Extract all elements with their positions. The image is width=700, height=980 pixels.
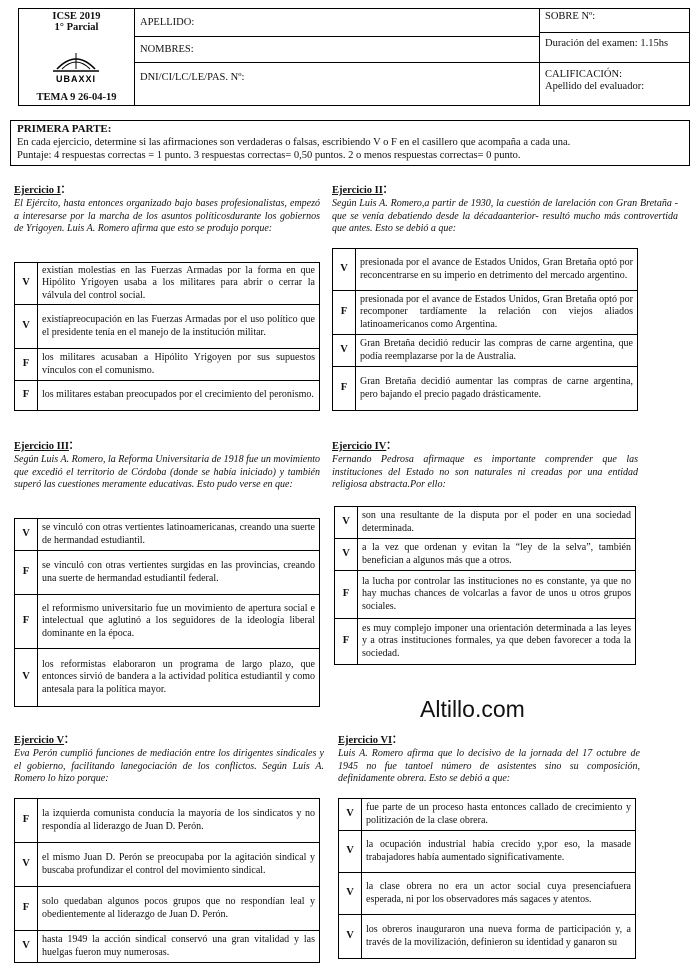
option-row — [333, 367, 638, 411]
answer-box[interactable]: V — [333, 335, 356, 367]
option-row — [15, 595, 320, 649]
option-row — [339, 915, 636, 959]
duracion-label: Duración del examen: 1.15hs — [539, 33, 689, 63]
tema-label: TEMA 9 26-04-19 — [36, 92, 117, 103]
exercise-intro: Según Luis A. Romero,a partir de 1930, la cuestión de larelación con Gran Bretaña -que se venía debatiendo desde la décadaanterior- resultó mucho más controvertida que antes. Esto se debió a que: — [332, 198, 678, 234]
answer-box[interactable]: F — [15, 349, 38, 381]
answer-box[interactable]: V — [15, 519, 38, 551]
option-row — [335, 619, 636, 665]
option-text: el reformismo universitario fue un movimiento de apertura social e intelectual que aglutinó a los seguidores de la ideología liberal dominante en la época. — [38, 595, 320, 649]
answer-box[interactable]: F — [15, 799, 38, 843]
option-text: existían molestias en las Fuerzas Armadas por la forma en que Hipólito Yrigoyen usaba a los militares para abrir o cerrar la válvula del control social. — [38, 263, 320, 305]
exercise-2: Ejercicio II: Según Luis A. Romero,a partir de 1930, la cuestión de larelación con Gran Bretaña -que se venía debatiendo desde la décadaanterior- resultó mucho más controvertida que antes. Esto se debió a que: — [332, 180, 678, 234]
exercise-3: Ejercicio III: Según Luis A. Romero, la Reforma Universitaria de 1918 fue un movimiento que excedió el territorio de Córdoba (donde se había iniciado) y también superó las cuestiones meramente educativas. Esto pudo verse en que: — [14, 436, 320, 490]
option-row — [333, 249, 638, 291]
exam-info-cell — [19, 9, 135, 105]
option-text: la clase obrera no era un actor social cuya presenciafuera esperada, ni por los observadores más sagaces y atentos. — [362, 873, 636, 915]
sobre-field[interactable]: SOBRE Nº: — [539, 9, 689, 33]
option-text: la ocupación industrial había crecido y,por eso, la masade trabajadores había aumentado significativamente. — [362, 831, 636, 873]
answer-box[interactable]: F — [15, 595, 38, 649]
option-row — [333, 335, 638, 367]
option-row — [339, 873, 636, 915]
watermark: Altillo.com — [420, 696, 525, 722]
nombres-field[interactable]: NOMBRES: — [134, 37, 539, 63]
option-row — [339, 799, 636, 831]
options-table-1 — [14, 262, 320, 411]
option-text: la lucha por controlar las instituciones no es constante, ya que no hay muchas chances de volcarlas a favor de unos u otros grupos sociales. — [358, 571, 636, 619]
exam-meta-cell — [539, 9, 689, 105]
dni-field[interactable]: DNI/CI/LC/LE/PAS. Nº: — [140, 72, 245, 83]
option-row — [339, 831, 636, 873]
exercise-1: Ejercicio I: El Ejército, hasta entonces organizado bajo bases profesionalistas, empezó a interesarse por la marcha de los asuntos políticosdurante los gobiernos de Yrigoyen. Luis A. Romero afirma que esto se produjo porque: — [14, 180, 320, 234]
option-text: Gran Bretaña decidió reducir las compras de carne argentina, que podía reemplazarse por la de Australia. — [356, 335, 638, 367]
exercise-title: Ejercicio VI — [338, 735, 393, 746]
option-row — [15, 799, 320, 843]
option-text: los reformistas elaboraron un programa de largo plazo, que entonces sirvió de bandera a la actividad política estudiantil y como antesala para la política mayor. — [38, 649, 320, 707]
exercise-intro: Eva Perón cumplió funciones de mediación entre los dirigentes sindicales y el gobierno, facilitando lanegociación de los conflictos. Según Luis A. Romero lo hizo porque: — [14, 748, 324, 784]
answer-box[interactable]: F — [15, 551, 38, 595]
option-row — [15, 551, 320, 595]
option-row — [335, 507, 636, 539]
option-text: Gran Bretaña decidió aumentar las compras de carne argentina, pero bajando el precio pagado drásticamente. — [356, 367, 638, 411]
answer-box[interactable]: V — [335, 539, 358, 571]
exercise-intro: El Ejército, hasta entonces organizado bajo bases profesionalistas, empezó a interesarse por la marcha de los asuntos políticosdurante los gobiernos de Yrigoyen. Luis A. Romero afirma que esto se produjo porque: — [14, 198, 320, 234]
exercise-5: Ejercicio V: Eva Perón cumplió funciones de mediación entre los dirigentes sindicales y el gobierno, facilitando lanegociación de los conflictos. Según Luis A. Romero lo hizo porque: — [14, 730, 324, 784]
option-text: presionada por el avance de Estados Unidos, Gran Bretaña optó por recomponer tardíamente la relación con viejos aliados latinoamericanos como Argentina. — [356, 291, 638, 335]
options-table-3 — [14, 518, 320, 707]
answer-box[interactable]: V — [15, 305, 38, 349]
answer-box[interactable]: F — [335, 619, 358, 665]
answer-box[interactable]: V — [339, 915, 362, 959]
scoring-line: Puntaje: 4 respuestas correctas = 1 punto. 3 respuestas correctas= 0,50 puntos. 2 o menos respuestas correctas= 0 punto. — [17, 150, 521, 161]
option-row — [15, 349, 320, 381]
calificacion-cell — [539, 63, 689, 105]
exercise-intro: Según Luis A. Romero, la Reforma Universitaria de 1918 fue un movimiento que excedió el territorio de Córdoba (donde se había iniciado) y también superó las cuestiones meramente educativas. Esto pudo verse en que: — [14, 454, 320, 490]
option-text: los militares estaban preocupados por el crecimiento del peronismo. — [38, 381, 320, 411]
options-table-4 — [334, 506, 636, 665]
options-table-5 — [14, 798, 320, 963]
option-text: se vinculó con otras vertientes latinoamericanas, creando una suerte de hermandad estudiantil. — [38, 519, 320, 551]
options-table-2 — [332, 248, 638, 411]
instructions-line: En cada ejercicio, determine si las afirmaciones son verdaderas o falsas, escribiendo V o F en el casillero que acompaña a cada una. — [17, 137, 571, 148]
option-text: el mismo Juan D. Perón se preocupaba por la agitación sindical y buscaba profundizar el control del movimiento sindical. — [38, 843, 320, 887]
answer-box[interactable]: V — [335, 507, 358, 539]
option-text: a la vez que ordenan y evitan la “ley de la selva”, también benefician a algunos más que a otros. — [358, 539, 636, 571]
option-text: presionada por el avance de Estados Unidos, Gran Bretaña optó por reconcentrarse en su imperio en detrimento del mercado argentino. — [356, 249, 638, 291]
option-row — [15, 263, 320, 305]
apellido-field[interactable]: APELLIDO: — [134, 9, 539, 37]
option-row — [15, 519, 320, 551]
options-table-6 — [338, 798, 636, 959]
answer-box[interactable]: V — [15, 843, 38, 887]
exercise-6: Ejercicio VI: Luis A. Romero afirma que lo decisivo de la jornada del 17 octubre de 1945 no fue tantoel número de asistentes sino su composición, definidamente obrera. Esto se debió a que: — [338, 730, 640, 784]
option-text: solo quedaban algunos pocos grupos que no respondían leal y obedientemente al liderazgo de Juan D. Perón. — [38, 887, 320, 931]
answer-box[interactable]: V — [339, 799, 362, 831]
exercise-4: Ejercicio IV: Fernando Pedrosa afirmaque es importante comprender que las instituciones del Estado no son naturales ni creadas por una entidad religiosa abstracta.Por ello: — [332, 436, 638, 490]
answer-box[interactable]: V — [339, 873, 362, 915]
option-row — [335, 539, 636, 571]
evaluador-label: Apellido del evaluador: — [545, 81, 645, 92]
option-row — [15, 843, 320, 887]
option-text: la izquierda comunista conducía la mayoría de los sindicatos y no respondía al liderazgo de Juan D. Perón. — [38, 799, 320, 843]
option-text: existíapreocupación en las Fuerzas Armadas por el uso político que el presidente tenía en el manejo de la institución militar. — [38, 305, 320, 349]
exam-partial: 1° Parcial — [54, 22, 99, 33]
exercise-title: Ejercicio III — [14, 441, 69, 452]
instructions-box — [10, 120, 690, 166]
option-row — [15, 649, 320, 707]
exercise-intro: Fernando Pedrosa afirmaque es importante comprender que las instituciones del Estado no son naturales ni creadas por una entidad religiosa abstracta.Por ello: — [332, 454, 638, 490]
answer-box[interactable]: V — [333, 249, 356, 291]
option-text: los militares acusaban a Hipólito Yrigoyen por sus supuestos vínculos con el comunismo. — [38, 349, 320, 381]
exercise-title: Ejercicio II — [332, 185, 383, 196]
answer-box[interactable]: F — [15, 381, 38, 411]
calificacion-label: CALIFICACIÓN: — [545, 69, 623, 80]
option-row — [15, 931, 320, 963]
option-row — [15, 305, 320, 349]
exam-name: ICSE 2019 — [52, 11, 101, 22]
exercise-title: Ejercicio V — [14, 735, 65, 746]
option-text: hasta 1949 la acción sindical conservó una gran vitalidad y las huelgas fueron muy numerosas. — [38, 931, 320, 963]
answer-box[interactable]: V — [15, 263, 38, 305]
option-row — [15, 381, 320, 411]
answer-box[interactable]: F — [333, 367, 356, 411]
option-text: los obreros inauguraron una nueva forma de participación y, a través de la movilización, definieron su identidad y ganaron su — [362, 915, 636, 959]
option-text: fue parte de un proceso hasta entonces callado de crecimiento y politización de la clase obrera. — [362, 799, 636, 831]
exercise-title: Ejercicio IV — [332, 441, 387, 452]
exam-header — [18, 8, 690, 106]
ubaxxi-logo — [37, 47, 115, 85]
option-row — [333, 291, 638, 335]
student-info-cell — [134, 9, 540, 105]
answer-box[interactable]: F — [15, 887, 38, 931]
answer-box[interactable]: V — [15, 649, 38, 707]
answer-box[interactable]: F — [333, 291, 356, 335]
parte-title: PRIMERA PARTE: — [17, 123, 112, 135]
option-text: es muy complejo imponer una orientación determinada a las leyes y a otras instituciones formales, ya que deben favorecer a toda la sociedad. — [358, 619, 636, 665]
option-row — [335, 571, 636, 619]
option-text: son una resultante de la disputa por el poder en una sociedad determinada. — [358, 507, 636, 539]
option-text: se vinculó con otras vertientes surgidas en las provincias, creando una suerte de hermandad estudiantil federal. — [38, 551, 320, 595]
option-row — [15, 887, 320, 931]
answer-box[interactable]: F — [335, 571, 358, 619]
answer-box[interactable]: V — [15, 931, 38, 963]
answer-box[interactable]: V — [339, 831, 362, 873]
exercise-intro: Luis A. Romero afirma que lo decisivo de la jornada del 17 octubre de 1945 no fue tantoel número de asistentes sino su composición, definidamente obrera. Esto se debió a que: — [338, 748, 640, 784]
logo-text: UBAXXI — [55, 74, 97, 84]
exercise-title: Ejercicio I — [14, 185, 61, 196]
